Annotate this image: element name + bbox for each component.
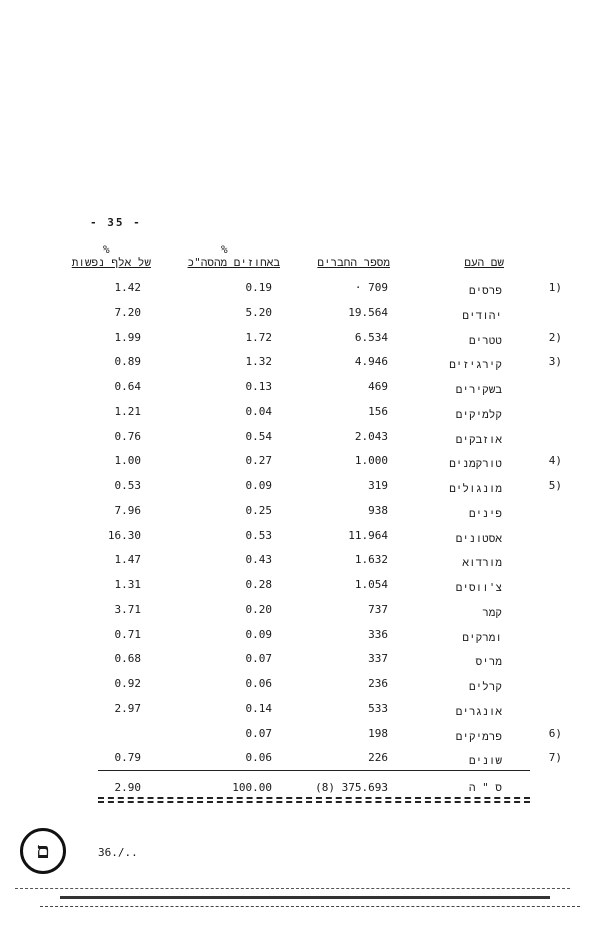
logo-stamp: [20, 828, 66, 874]
cell-per-thousand: 7.96: [114, 504, 141, 517]
per-thousand-header: של אלף נפשות: [71, 256, 151, 269]
cell-share: 0.28: [245, 578, 272, 591]
cell-name: מונגולים: [449, 482, 502, 495]
cell-share: 0.14: [245, 702, 272, 715]
cell-share: 0.09: [245, 479, 272, 492]
cell-per-thousand: 0.68: [114, 652, 141, 665]
cell-share: 0.13: [245, 380, 272, 393]
total-per-thousand: 2.90: [114, 781, 141, 794]
cell-name: טורקמנים: [449, 457, 502, 470]
cell-per-thousand: 1.21: [114, 405, 141, 418]
cell-members: 469: [368, 380, 388, 393]
cell-share: 0.07: [245, 652, 272, 665]
share-pct-header: %: [221, 243, 228, 256]
cell-members: 737: [368, 603, 388, 616]
cell-share: 1.72: [245, 331, 272, 344]
cell-members: · 709: [354, 281, 388, 294]
cell-members: 938: [368, 504, 388, 517]
cell-footnote-mark: 7): [548, 751, 562, 764]
cell-footnote-mark: 2): [548, 331, 562, 344]
cell-per-thousand: 0.53: [114, 479, 141, 492]
cell-members: 2.043: [354, 430, 388, 443]
cell-members: 1.054: [354, 578, 388, 591]
scan-edge-line-1: [15, 888, 570, 889]
cell-per-thousand: 2.97: [114, 702, 141, 715]
logo-letter: ם: [36, 838, 50, 864]
cell-per-thousand: 7.20: [114, 306, 141, 319]
cell-per-thousand: 0.64: [114, 380, 141, 393]
name-header: שם העם: [464, 256, 504, 269]
cell-members: 156: [368, 405, 388, 418]
cell-name: קרלים: [468, 680, 502, 693]
total-top-rule: [98, 770, 530, 771]
cell-share: 0.06: [245, 751, 272, 764]
cell-share: 0.54: [245, 430, 272, 443]
cell-share: 0.25: [245, 504, 272, 517]
cell-per-thousand: 0.92: [114, 677, 141, 690]
cell-members: 337: [368, 652, 388, 665]
cell-members: 1.000: [354, 454, 388, 467]
cell-name: פינים: [468, 507, 502, 520]
cell-per-thousand: 1.99: [114, 331, 141, 344]
cell-per-thousand: 0.89: [114, 355, 141, 368]
cell-members: 533: [368, 702, 388, 715]
continuation-note: 36./..: [98, 846, 138, 859]
scan-edge-line-3: [40, 906, 580, 907]
cell-members: 1.632: [354, 553, 388, 566]
cell-share: 1.32: [245, 355, 272, 368]
cell-share: 0.53: [245, 529, 272, 542]
cell-footnote-mark: 5): [548, 479, 562, 492]
cell-name: קלמיקים: [455, 408, 502, 421]
cell-name: יהודים: [462, 309, 502, 322]
cell-per-thousand: 1.31: [114, 578, 141, 591]
cell-per-thousand: 1.00: [114, 454, 141, 467]
cell-footnote-mark: 3): [548, 355, 562, 368]
scan-edge-line-2: [60, 896, 550, 899]
cell-members: 226: [368, 751, 388, 764]
total-share: 100.00: [232, 781, 272, 794]
cell-per-thousand: 0.71: [114, 628, 141, 641]
cell-members: 336: [368, 628, 388, 641]
page-number: - 35 -: [90, 216, 142, 229]
cell-name: מורדוא: [462, 556, 502, 569]
cell-name: טטרים: [468, 334, 502, 347]
cell-members: 4.946: [354, 355, 388, 368]
cell-share: 0.04: [245, 405, 272, 418]
cell-name: בשקירים: [455, 383, 502, 396]
members-header: מספר החברים: [317, 256, 390, 269]
cell-share: 0.07: [245, 727, 272, 740]
cell-members: 11.964: [348, 529, 388, 542]
cell-footnote-mark: 1): [548, 281, 562, 294]
cell-name: ומרקים: [462, 631, 502, 644]
cell-name: אסטונים: [455, 532, 502, 545]
cell-per-thousand: 0.79: [114, 751, 141, 764]
total-double-rule-1: [98, 797, 530, 799]
cell-name: צ'ווסים: [455, 581, 502, 594]
cell-share: 0.06: [245, 677, 272, 690]
cell-share: 5.20: [245, 306, 272, 319]
cell-share: 0.09: [245, 628, 272, 641]
cell-per-thousand: 1.47: [114, 553, 141, 566]
cell-footnote-mark: 6): [548, 727, 562, 740]
cell-share: 0.43: [245, 553, 272, 566]
cell-members: 319: [368, 479, 388, 492]
cell-name: קירגיזים: [449, 358, 502, 371]
cell-name: מריס: [475, 655, 502, 668]
cell-footnote-mark: 4): [548, 454, 562, 467]
cell-members: 236: [368, 677, 388, 690]
cell-name: פרסים: [468, 284, 502, 297]
cell-per-thousand: 1.42: [114, 281, 141, 294]
cell-per-thousand: 16.30: [107, 529, 141, 542]
cell-name: קמר: [482, 606, 502, 619]
per-thousand-pct-header: %: [103, 243, 110, 256]
share-header: באחוזים מהסה"כ: [187, 256, 280, 269]
total-label: ס " ה: [468, 781, 502, 794]
cell-members: 198: [368, 727, 388, 740]
cell-share: 0.27: [245, 454, 272, 467]
cell-name: אונגרים: [455, 705, 502, 718]
cell-per-thousand: 3.71: [114, 603, 141, 616]
cell-per-thousand: 0.76: [114, 430, 141, 443]
cell-members: 6.534: [354, 331, 388, 344]
total-double-rule-2: [98, 801, 530, 803]
cell-members: 19.564: [348, 306, 388, 319]
cell-name: שונים: [468, 754, 502, 767]
total-members: (8) 375.693: [315, 781, 388, 794]
cell-name: פרמיקים: [455, 730, 502, 743]
cell-name: אוזבקים: [455, 433, 502, 446]
cell-share: 0.19: [245, 281, 272, 294]
cell-share: 0.20: [245, 603, 272, 616]
